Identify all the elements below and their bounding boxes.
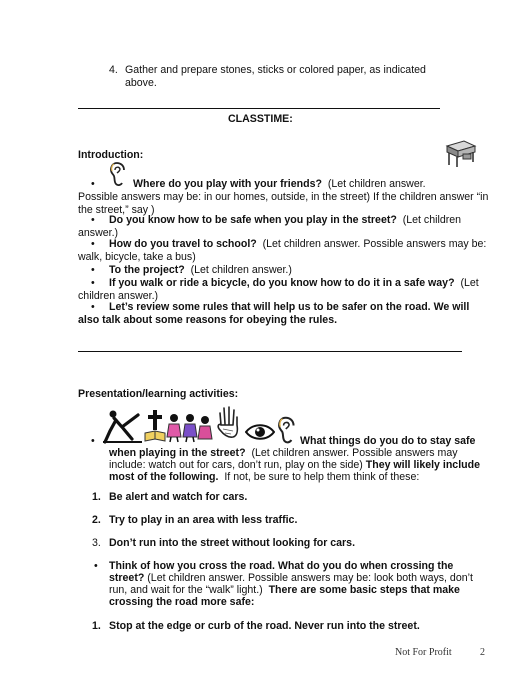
divider-line [78, 351, 462, 352]
ear-icon [278, 416, 298, 444]
presentation-question-line2: when playing in the street? (Let children answer. Possible answers may [109, 447, 458, 459]
exercise-person-icon [102, 409, 146, 445]
intro-bullet-4: • [91, 264, 95, 276]
step-1-number: 1. [92, 620, 101, 632]
intro-bullet-5: • [91, 277, 95, 289]
intro-q2-cont: answer.) [78, 227, 119, 239]
intro-q3-cont: walk, bicycle, take a bus) [78, 251, 196, 263]
intro-question-1: Where do you play with your friends? (Let children answer. [133, 178, 426, 190]
intro-question-4: To the project? (Let children answer.) [109, 264, 292, 276]
presentation-question-line1: What things do you do to stay safe [300, 435, 476, 447]
prep-item-line1: Gather and prepare stones, sticks or colored paper, as indicated [125, 64, 426, 76]
ear-icon [110, 162, 128, 186]
presentation-question-line3: include: watch out for cars, don’t run, play on the side) They will likely include [109, 459, 480, 471]
prep-item-line2: above. [125, 77, 157, 89]
rule-1-text: Be alert and watch for cars. [109, 491, 248, 503]
introduction-heading: Introduction: [78, 149, 144, 161]
footer-text: Not For Profit [395, 647, 452, 658]
crossing-line1: Think of how you cross the road. What do you do when crossing the [109, 560, 454, 572]
intro-bullet-6: • [91, 301, 95, 313]
classtime-heading: CLASSTIME: [228, 113, 293, 125]
crossing-bullet: • [94, 560, 98, 572]
presentation-heading: Presentation/learning activities: [78, 388, 239, 400]
eye-icon [245, 423, 275, 441]
rule-2-text: Try to play in an area with less traffic. [109, 514, 298, 526]
intro-q5-cont: children answer.) [78, 290, 159, 302]
intro-q1-cont1: Possible answers may be: in our homes, outside, in the street) If the children answer “in [78, 191, 489, 203]
intro-question-5: If you walk or ride a bicycle, do you know how to do it in a safe way? (Let [109, 277, 479, 289]
intro-q1-cont2: the street,” say ) [78, 204, 155, 216]
cross-book-icon [143, 409, 167, 443]
divider-line [78, 108, 440, 109]
presentation-bullet-1: • [91, 435, 95, 447]
intro-bullet-2: • [91, 214, 95, 226]
children-icon [166, 413, 214, 443]
intro-question-2: Do you know how to be safe when you play in the street? (Let children [109, 214, 462, 226]
intro-statement-6-line2: also talk about some reasons for obeying the rules. [78, 314, 338, 326]
rule-3-text: Don’t run into the street without looking for cars. [109, 537, 356, 549]
desk-icon [444, 138, 478, 168]
prep-item-number: 4. [109, 64, 118, 76]
crossing-line2: street? (Let children answer. Possible answers may be: look both ways, don’t [109, 572, 473, 584]
rule-1-number: 1. [92, 491, 101, 503]
crossing-line3: run, and wait for the “walk” light.) There are some basic steps that make [109, 584, 460, 596]
rule-2-number: 2. [92, 514, 101, 526]
presentation-question-line4: most of the following. If not, be sure to help them think of these: [109, 471, 420, 483]
intro-question-3: How do you travel to school? (Let children answer. Possible answers may be: [109, 238, 487, 250]
hand-icon [216, 405, 240, 439]
crossing-line4: crossing the road more safe: [109, 596, 255, 608]
step-1-text: Stop at the edge or curb of the road. Never run into the street. [109, 620, 420, 632]
intro-bullet-3: • [91, 238, 95, 250]
intro-bullet-1: • [91, 178, 95, 190]
rule-3-number: 3. [92, 537, 101, 549]
page-number: 2 [480, 647, 485, 658]
intro-statement-6-line1: Let’s review some rules that will help us to be safer on the road. We will [109, 301, 470, 313]
